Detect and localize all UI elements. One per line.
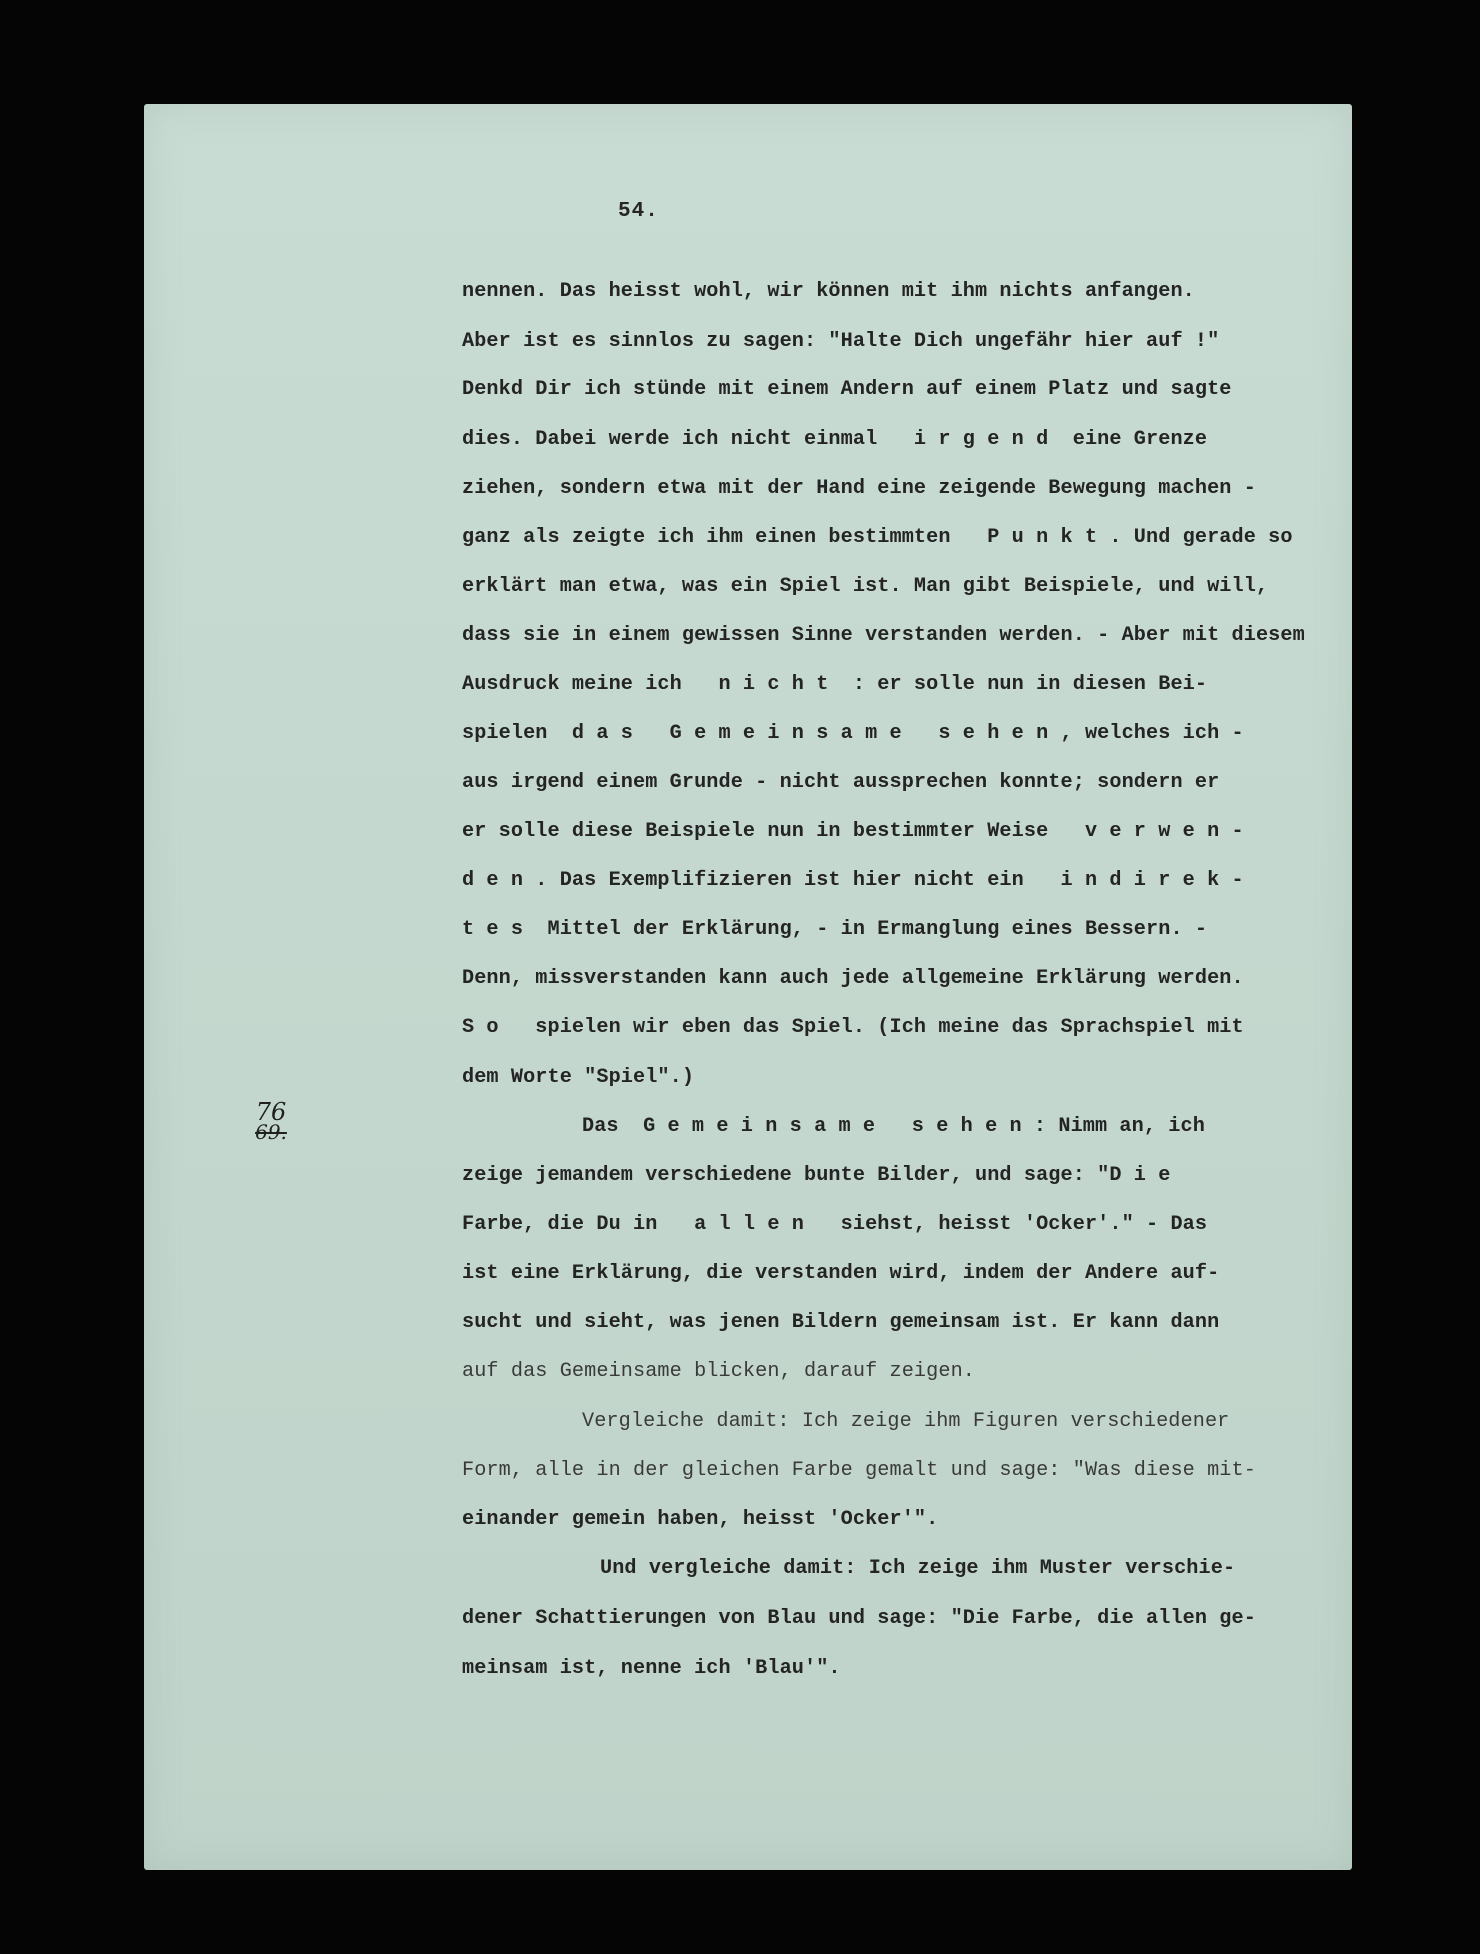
text-line: S o spielen wir eben das Spiel. (Ich meine das Sprachspiel mit: [462, 1016, 1244, 1039]
text-line: Und vergleiche damit: Ich zeige ihm Muster verschie-: [600, 1557, 1236, 1580]
text-line: Farbe, die Du in a l l e n siehst, heisst 'Ocker'." - Das: [462, 1213, 1208, 1236]
text-line: ist eine Erklärung, die verstanden wird, indem der Andere auf-: [462, 1262, 1220, 1285]
text-line: Vergleiche damit: Ich zeige ihm Figuren verschiedener: [582, 1410, 1230, 1433]
text-line: dies. Dabei werde ich nicht einmal i r g e n d eine Grenze: [462, 428, 1208, 451]
text-line: einander gemein haben, heisst 'Ocker'".: [462, 1508, 939, 1531]
margin-note-new: 76: [255, 1098, 287, 1126]
text-line: spielen d a s G e m e i n s a m e s e h e n , welches ich -: [462, 722, 1244, 745]
page-number: 54.: [618, 200, 659, 223]
text-line: nennen. Das heisst wohl, wir können mit ihm nichts anfangen.: [462, 280, 1195, 303]
text-line: d e n . Das Exemplifizieren ist hier nicht ein i n d i r e k -: [462, 869, 1244, 892]
text-line: ziehen, sondern etwa mit der Hand eine zeigende Bewegung machen -: [462, 477, 1256, 500]
text-line: meinsam ist, nenne ich 'Blau'".: [462, 1657, 841, 1680]
text-line: ganz als zeigte ich ihm einen bestimmten P u n k t . Und gerade so: [462, 526, 1293, 549]
text-line: Form, alle in der gleichen Farbe gemalt und sage: "Was diese mit-: [462, 1459, 1256, 1482]
text-line: dener Schattierungen von Blau und sage: "Die Farbe, die allen ge-: [462, 1607, 1256, 1630]
text-line: Ausdruck meine ich n i c h t : er solle nun in diesen Bei-: [462, 673, 1208, 696]
text-line: zeige jemandem verschiedene bunte Bilder, und sage: "D i e: [462, 1164, 1171, 1187]
text-line: sucht und sieht, was jenen Bildern gemeinsam ist. Er kann dann: [462, 1311, 1220, 1334]
margin-note: [247, 1098, 295, 1144]
text-line: Das G e m e i n s a m e s e h e n : Nimm an, ich: [582, 1115, 1205, 1138]
text-line: er solle diese Beispiele nun in bestimmter Weise v e r w e n -: [462, 820, 1244, 843]
text-line: dem Worte "Spiel".): [462, 1066, 695, 1089]
text-line: Aber ist es sinnlos zu sagen: "Halte Dich ungefähr hier auf !": [462, 330, 1220, 353]
text-line: erklärt man etwa, was ein Spiel ist. Man gibt Beispiele, und will,: [462, 575, 1269, 598]
text-line: Denn, missverstanden kann auch jede allgemeine Erklärung werden.: [462, 967, 1244, 990]
margin-note-struck: 69.: [255, 1120, 287, 1144]
text-line: aus irgend einem Grunde - nicht aussprechen konnte; sondern er: [462, 771, 1220, 794]
text-line: Denkd Dir ich stünde mit einem Andern auf einem Platz und sagte: [462, 378, 1232, 401]
text-line: t e s Mittel der Erklärung, - in Ermanglung eines Bessern. -: [462, 918, 1208, 941]
text-line: dass sie in einem gewissen Sinne verstanden werden. - Aber mit diesem: [462, 624, 1305, 647]
text-line: auf das Gemeinsame blicken, darauf zeigen.: [462, 1360, 976, 1383]
